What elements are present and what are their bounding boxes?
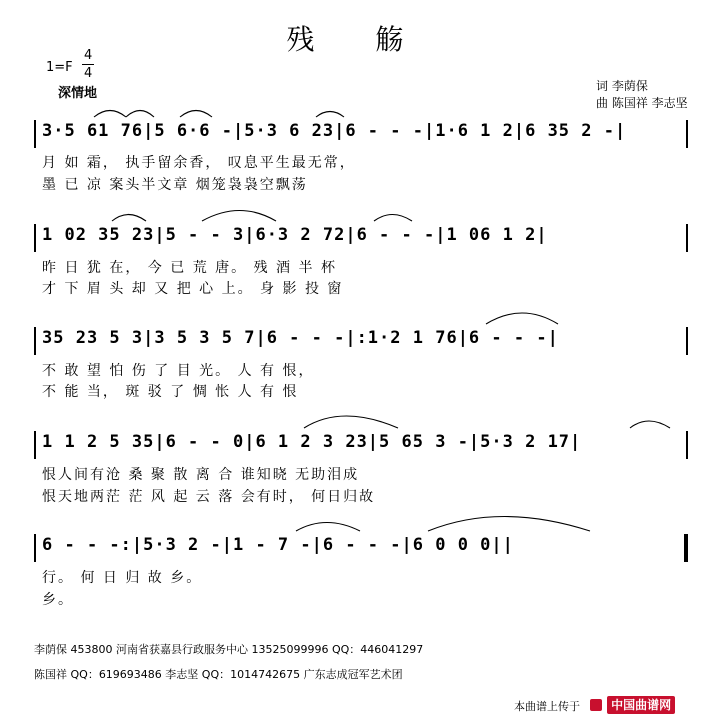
composer-credit: 曲 陈国祥 李志坚	[596, 96, 688, 110]
lyric-line-4-verse-1: 恨人间有沧 桑 聚 散 离 合 谁知晓 无助泪成	[42, 467, 360, 483]
notation-line-3: 35 23 5 3|3 5 3 5 7|6 - - -|:1·2 1 76|6 - - -|	[42, 328, 559, 348]
lyric-line-2-verse-2: 才 下 眉 头 却 又 把 心 上。 身 影 投 窗	[42, 281, 344, 297]
lyric-line-5-verse-2: 乡。	[42, 592, 74, 608]
lyric-line-1-verse-1: 月 如 霜， 执手留余香， 叹息平生最无常，	[42, 155, 356, 171]
lyric-line-2-verse-1: 昨 日 犹 在， 今 已 荒 唐。 残 酒 半 杯	[42, 260, 337, 276]
song-title: 残 觞	[286, 23, 430, 56]
notation-line-1: 3·5 61 76|5 6·6 -|5·3 6 23|6 - - -|1·6 1 2|6 35 2 -|	[42, 121, 627, 141]
time-signature-top: 4	[84, 48, 93, 63]
site-name: 中国曲谱网	[607, 696, 675, 714]
upload-note: 本曲谱上传于	[514, 700, 580, 713]
bar-line	[34, 431, 36, 459]
notation-line-4: 1 1 2 5 35|6 - - 0|6 1 2 3 23|5 65 3 -|5·3 2 17|	[42, 432, 582, 452]
logo-icon	[590, 699, 602, 711]
bar-line	[34, 534, 36, 562]
time-signature-bottom: 4	[84, 66, 93, 81]
bar-line	[686, 431, 688, 459]
lyric-line-1-verse-2: 墨 已 凉 案头半文章 烟笼袅袅空飘荡	[42, 177, 308, 193]
notation-line-2: 1 02 35 23|5 - - 3|6·3 2 72|6 - - -|1 06 1 2|	[42, 225, 548, 245]
lyric-line-3-verse-1: 不 敢 望 怕 伤 了 目 光。 人 有 恨，	[42, 363, 315, 379]
bar-line	[34, 224, 36, 252]
notation-line-5: 6 - - -:|5·3 2 -|1 - 7 -|6 - - -|6 0 0 0||	[42, 535, 514, 555]
bar-line	[686, 224, 688, 252]
bar-line	[34, 327, 36, 355]
bar-line	[686, 120, 688, 148]
bar-line	[686, 327, 688, 355]
lyric-line-5-verse-1: 行。 何 日 归 故 乡。	[42, 570, 203, 586]
lyricist-credit: 词 李荫保	[596, 79, 648, 93]
footer-contact-1: 李荫保 453800 河南省获嘉县行政服务中心 13525099996 QQ：446041297	[34, 643, 424, 656]
site-logo[interactable]	[590, 694, 675, 713]
final-bar-line	[684, 534, 688, 562]
bar-line	[34, 120, 36, 148]
lyric-line-3-verse-2: 不 能 当， 斑 驳 了 惆 怅 人 有 恨	[42, 384, 299, 400]
lyric-line-4-verse-2: 恨天地两茫 茫 风 起 云 落 会有时， 何日归故	[42, 489, 376, 505]
tempo-mood: 深情地	[58, 86, 98, 101]
footer-contact-2: 陈国祥 QQ：619693486 李志坚 QQ：1014742675 广东志成冠军艺术团	[34, 668, 403, 681]
key-signature: 1=F	[46, 60, 73, 75]
